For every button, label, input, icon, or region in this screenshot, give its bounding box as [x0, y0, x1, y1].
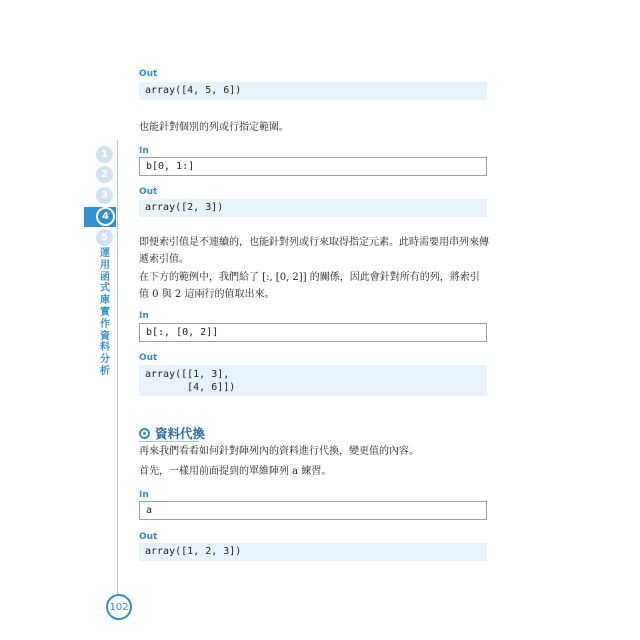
chapter-marker-1: 1	[96, 146, 113, 163]
chapter-marker-3: 3	[96, 187, 113, 204]
output-block: array([1, 2, 3])	[139, 543, 487, 561]
chapter-marker-5: 5	[96, 229, 113, 246]
paragraph: 即便索引值是不連續的，也能針對列或行來取得指定元素。此時需要用串列來傳遞索引值。	[139, 237, 489, 265]
output-block: array([2, 3])	[139, 199, 487, 217]
section-bullet-icon	[139, 428, 150, 439]
sidebar-rule	[117, 140, 118, 598]
page-number: 102	[106, 594, 132, 620]
out-label: Out	[139, 187, 158, 197]
in-label: In	[139, 311, 149, 321]
input-code-block: b[:, [0, 2]]	[139, 323, 487, 342]
out-label: Out	[139, 532, 158, 542]
paragraph: 在下方的範例中，我們給了 [:, [0, 2]] 的關係，因此會針對所有的列，將索引值 0 與 2 這兩行的值取出來。	[139, 272, 480, 300]
out-label: Out	[139, 69, 158, 79]
output-block: array([4, 5, 6])	[139, 82, 487, 100]
in-label: In	[139, 490, 149, 500]
paragraph: 也能針對個別的列或行指定範圍。	[139, 122, 289, 133]
section-heading	[139, 424, 205, 442]
input-code-block: a	[139, 501, 487, 520]
chapter-marker-2: 2	[96, 166, 113, 183]
input-code-block: b[0, 1:]	[139, 157, 487, 176]
paragraph: 首先，一樣用前面提到的單維陣列 a 練習。	[139, 466, 332, 477]
paragraph: 再來我們看看如何針對陣列內的資料進行代換，變更值的內容。	[139, 446, 419, 457]
in-label: In	[139, 146, 149, 156]
out-label: Out	[139, 353, 158, 363]
section-underline	[139, 441, 199, 442]
chapter-title: 運用函式庫實作資料分析	[100, 248, 110, 377]
section-title: 資料代換	[155, 426, 206, 441]
chapter-marker-4: 4	[96, 207, 115, 226]
output-block: array([[1, 3], [4, 6]])	[139, 365, 487, 396]
